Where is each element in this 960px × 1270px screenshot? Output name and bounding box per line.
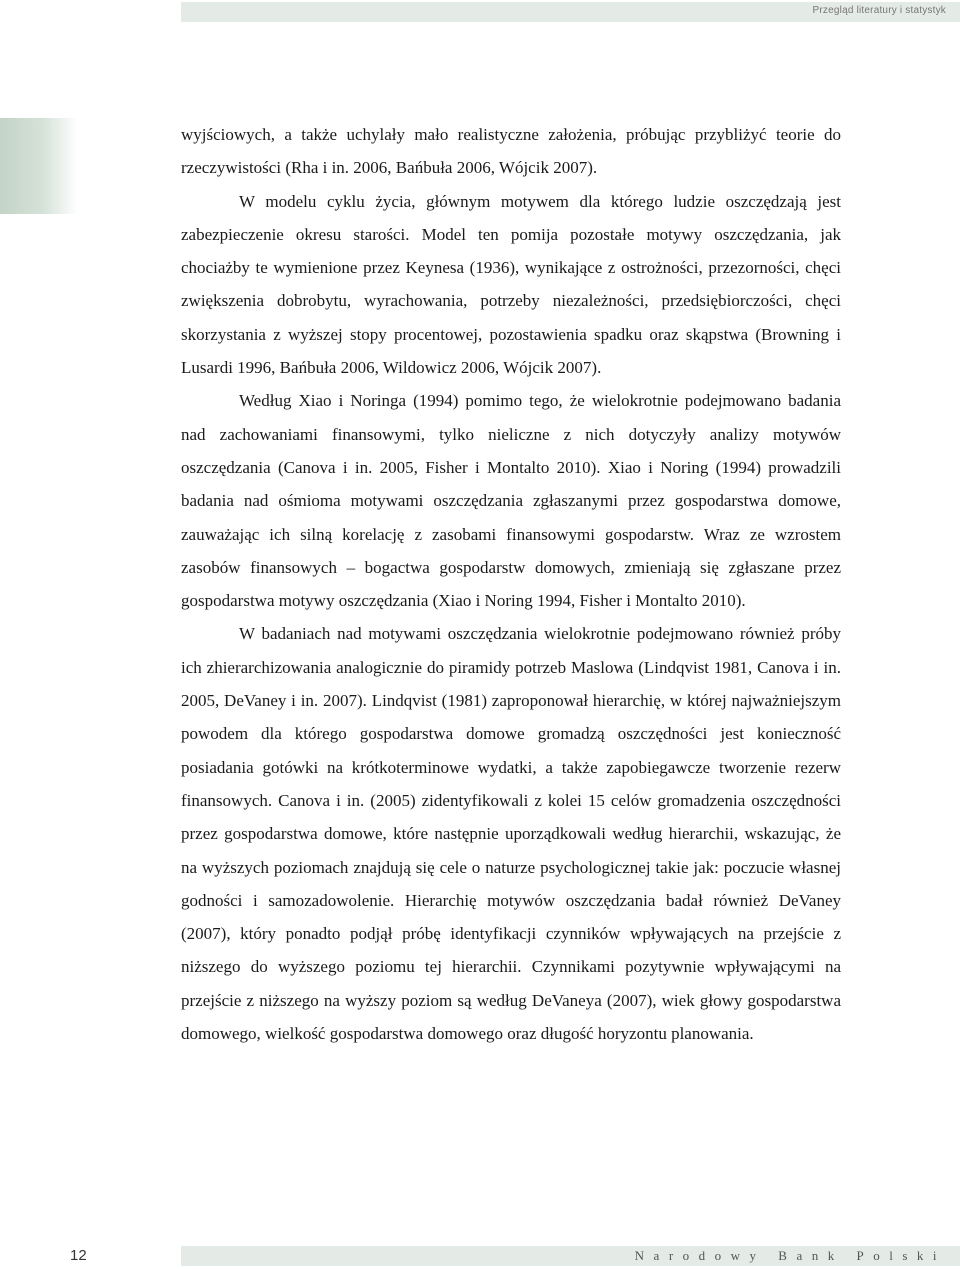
running-header-title: Przegląd literatury i statystyk (812, 5, 946, 16)
header-bar (181, 2, 960, 22)
paragraph-3: Według Xiao i Noringa (1994) pomimo tego, że wielokrotnie podejmowano badania nad zachowaniami finansowymi, tylko nieliczne z nich dotyczyły analizy motywów oszczędzania (Canova i in. 2005, Fisher i Montalto 2010). Xiao i Noring (1994) prowadzili badania nad ośmioma motywami oszczędzania zgłaszanymi przez gospodarstwa domowe, zauważając ich silną korelację z zasobami finansowymi gospodarstw. Wraz ze wzrostem zasobów finansowych – bogactwa gospodarstw domowych, zmieniają się zgłaszane przez gospodarstwa motywy oszczędzania (Xiao i Noring 1994, Fisher i Montalto 2010). (181, 391, 841, 611)
footer-brand: Narodowy Bank Polski (634, 1248, 946, 1263)
side-decoration-block (0, 118, 78, 214)
page-number: 12 (70, 1247, 87, 1264)
paragraph-1: wyjściowych, a także uchylały mało realistyczne założenia, próbując przybliżyć teorie do rzeczywistości (Rha i in. 2006, Bańbuła 2006, Wójcik 2007). (181, 125, 841, 178)
body-text (181, 118, 841, 1050)
paragraph-2: W modelu cyklu życia, głównym motywem dla którego ludzie oszczędzają jest zabezpieczenie okresu starości. Model ten pomija pozostałe motywy oszczędzania, jak chociażby te wymienione przez Keynesa (1936), wynikające z ostrożności, przezorności, chęci zwiększenia dobrobytu, wyrachowania, potrzeby niezależności, przedsiębiorczości, chęci skorzystania z wyższej stopy procentowej, pozostawienia spadku oraz skąpstwa (Browning i Lusardi 1996, Bańbuła 2006, Wildowicz 2006, Wójcik 2007). (181, 191, 841, 378)
paragraph-4: W badaniach nad motywami oszczędzania wielokrotnie podejmowano również próby ich zhierarchizowania analogicznie do piramidy potrzeb Maslowa (Lindqvist 1981, Canova i in. 2005, DeVaney i in. 2007). Lindqvist (1981) zaproponował hierarchię, w której najważniejszym powodem dla którego gospodarstwa domowe gromadzą oszczędności jest konieczność posiadania gotówki na krótkoterminowe wydatki, a także zapobiegawcze tworzenie rezerw finansowych. Canova i in. (2005) zidentyfikowali z kolei 15 celów gromadzenia oszczędności przez gospodarstwa domowe, które następnie uporządkowali według hierarchii, wskazując, że na wyższych poziomach znajdują się cele o naturze psychologicznej takie jak: poczucie własnej godności i samozadowolenie. Hierarchię motywów oszczędzania badał również DeVaney (2007), który ponadto podjął próbę identyfikacji czynników wpływających na przejście z niższego do wyższego poziomu tej hierarchii. Czynnikami pozytywnie wpływającymi na przejście z niższego na wyższy poziom są według DeVaneya (2007), wiek głowy gospodarstwa domowego, wielkość gospodarstwa domowego oraz długość horyzontu planowania. (181, 624, 841, 1044)
footer-bar (181, 1246, 960, 1266)
